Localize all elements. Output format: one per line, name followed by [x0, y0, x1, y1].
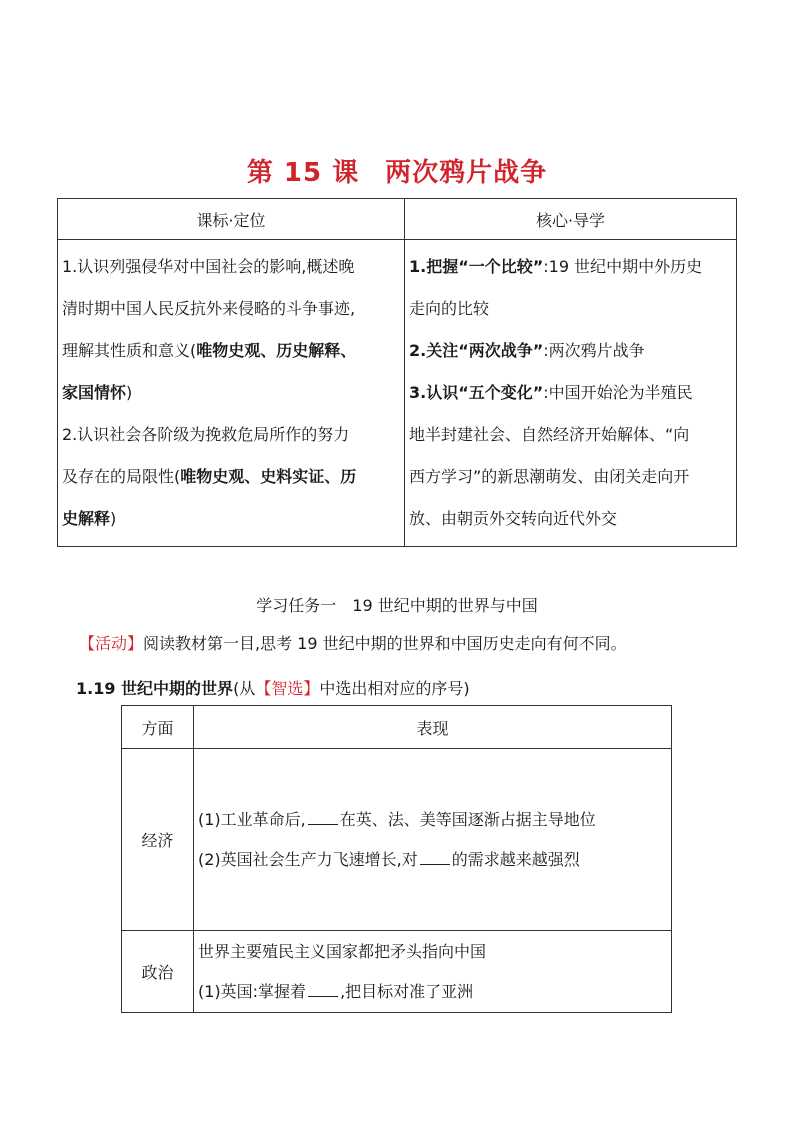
politics-line: 世界主要殖民主义国家都把矛头指向中国 [198, 941, 487, 961]
header-standards: 课标·定位 [58, 199, 405, 240]
standards-line: 清时期中国人民反抗外来侵略的斗争事迹, [62, 299, 356, 318]
guide-line: 3.认识“五个变化”:中国开始沦为半殖民 [409, 383, 693, 402]
lesson-name: 两次鸦片战争 [385, 158, 548, 188]
smart-select-label: 【智选】 [255, 679, 320, 698]
aspect-economy: 经济 [122, 749, 194, 931]
standards-line: 2.认识社会各阶级为挽救危局所作的努力 [62, 425, 350, 444]
standards-line: 家国情怀) [62, 383, 133, 402]
fill-blank[interactable] [420, 850, 450, 865]
politics-line: (1)英国:掌握着 ,把目标对准了亚洲 [198, 981, 474, 1001]
section-subheading: 1.19 世纪中期的世界(从【智选】中选出相对应的序号) [76, 679, 470, 698]
standards-cell [58, 240, 405, 547]
standards-line: 史解释) [62, 509, 117, 528]
guide-line: 地半封建社会、自然经济开始解体、“向 [409, 425, 690, 444]
aspect-politics: 政治 [122, 931, 194, 1013]
header-content: 表现 [194, 706, 672, 749]
guide-line: 2.关注“两次战争”:两次鸦片战争 [409, 341, 645, 360]
guide-line: 放、由朝贡外交转向近代外交 [409, 509, 618, 528]
standards-line: 理解其性质和意义(唯物史观、历史解释、 [62, 341, 357, 360]
economy-line: (1)工业革命后, 在英、法、美等国逐渐占据主导地位 [198, 809, 596, 829]
page-title [0, 152, 794, 189]
world-table [121, 705, 672, 1013]
learning-task-heading: 学习任务一 19 世纪中期的世界与中国 [256, 596, 538, 615]
politics-content [194, 931, 672, 1013]
activity-label: 【活动】 [79, 634, 144, 653]
fill-blank[interactable] [308, 982, 338, 997]
activity-prompt [79, 631, 627, 654]
standards-line: 及存在的局限性(唯物史观、史料实证、历 [62, 467, 357, 486]
standards-line: 1.认识列强侵华对中国社会的影响,概述晚 [62, 257, 355, 276]
guide-line: 西方学习”的新思潮萌发、由闭关走向开 [409, 467, 690, 486]
header-core-guide: 核心·导学 [405, 199, 737, 240]
guide-line: 走向的比较 [409, 299, 490, 318]
lesson-number: 第 15 课 [246, 158, 360, 188]
curriculum-table [57, 198, 737, 547]
economy-content [194, 749, 672, 931]
core-guide-cell [405, 240, 737, 547]
economy-line: (2)英国社会生产力飞速增长,对 的需求越来越强烈 [198, 849, 580, 869]
fill-blank[interactable] [308, 810, 338, 825]
header-aspect: 方面 [122, 706, 194, 749]
activity-text: 阅读教材第一目,思考 19 世纪中期的世界和中国历史走向有何不同。 [143, 634, 627, 653]
guide-line: 1.把握“一个比较”:19 世纪中期中外历史 [409, 257, 703, 276]
